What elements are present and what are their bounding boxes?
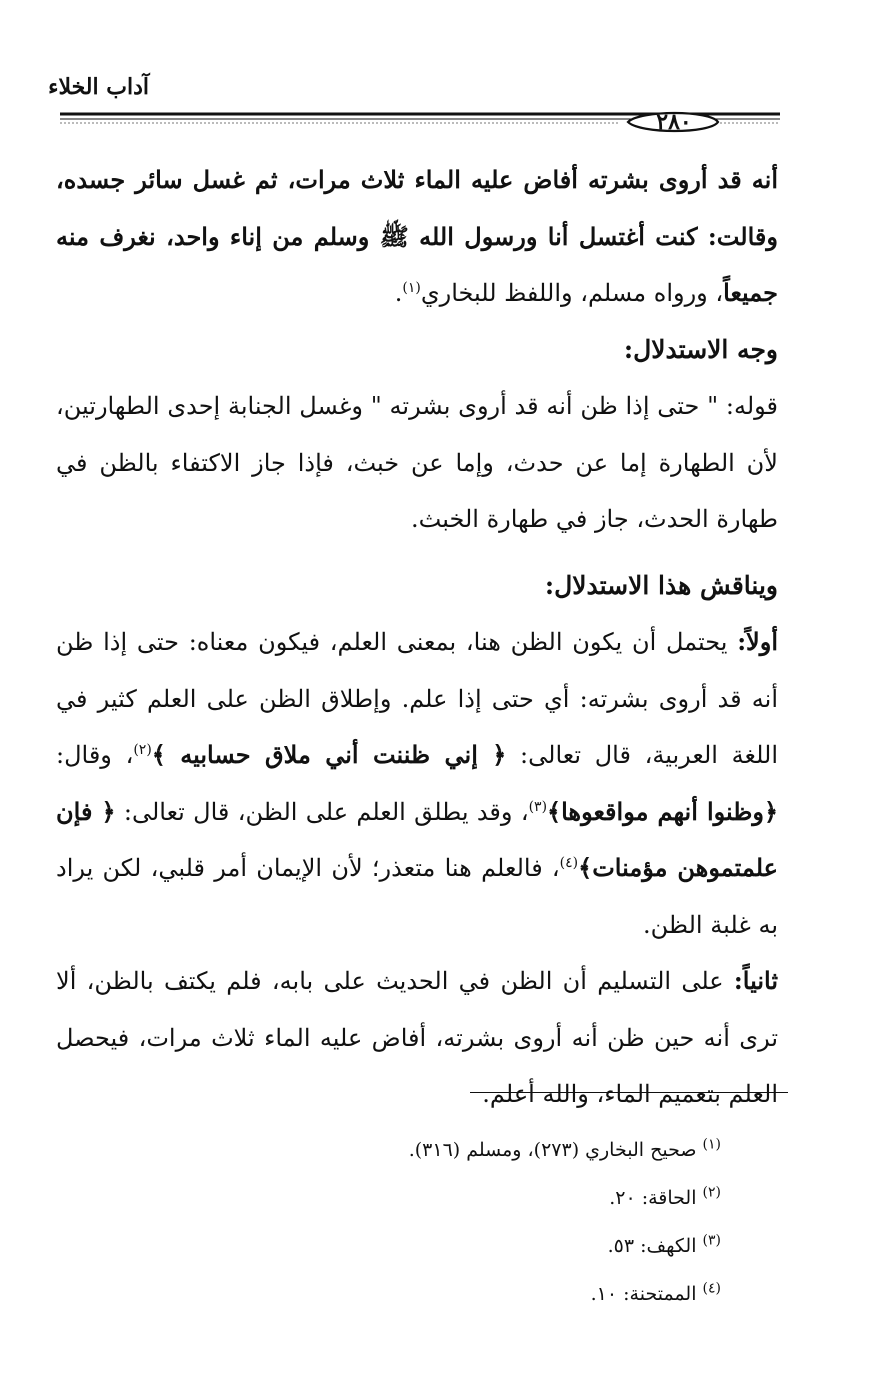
footnote-ref-1[interactable]: (١) [402,280,421,296]
footnote-3: $^{(٣)}$ الكهف: ٥٣. [607,1232,721,1257]
footnote-ref-4[interactable]: (٤) [559,855,579,871]
page-number: ٢٨٠ [656,109,692,135]
paragraph-2: قوله: " حتى إذا ظن أنه قد أروى بشرته " وغسل الجنابة إحدى الطهارتين، لأن الطهارة إما عن حدث، وإما عن خبث، فإذا جاز الاكتفاء بالظن في طهارة الحدث، جاز في طهارة الخبث. [56,392,779,533]
footnote-separator [470,1092,788,1093]
point-label-first: أولاً: [737,627,778,656]
footnote-4: $^{(٤)}$ الممتحنة: ١٠. [590,1280,721,1305]
point-label-second: ثانياً: [733,966,778,995]
running-head: آداب الخلاء [48,74,149,100]
footnote-ref-2[interactable]: (٢) [133,742,152,758]
footnote-1: $^{(١)}$ صحيح البخاري (٢٧٣)، ومسلم (٣١٦). [408,1136,721,1161]
quran-quote-2: ﴿وظنوا أنهم مواقعوها﴾ [547,796,779,826]
paragraph-4: ثانياً: على التسليم أن الظن في الحديث على بابه، فلم يكتف بالظن، ألا ترى أنه حين ظن أنه أروى بشرته، أفاض عليه الماء ثلاث مرات، فيحصل العلم بتعميم الماء، والله أعلم. [56,966,778,1108]
main-text [56,152,778,1123]
heading-discussion: ويناقش هذا الاستدلال: [544,570,778,600]
hadith-source: ، ورواه مسلم، واللفظ للبخاري [420,279,724,307]
hadith-text: أنه قد أروى بشرته أفاض عليه الماء ثلاث مرات، ثم غسل سائر جسده، وقالت: كنت أغتسل أنا ورسول الله ﷺ وسلم من إناء واحد، نغرف منه جميعاً [56,165,778,307]
footnote-2: $^{(٢)}$ الحاقة: ٢٠. [609,1184,721,1209]
footnotes [121,1126,721,1318]
paragraph-3: أولاً: يحتمل أن يكون الظن هنا، بمعنى العلم، فيكون معناه: حتى إذا ظن أنه قد أروى بشرته: أي حتى إذا علم. وإطلاق الظن على العلم كثير في اللغة العربية، قال تعالى: ﴿ إني ظننت أني ملاق حسابيه ﴾$^{(٢)}$، وقال: ﴿وظنوا أنهم مواقعوها﴾$^{(٣)}$، وقد يطلق العلم على الظن، قال تعالى: ﴿ فإن علمتموهن مؤمنات﴾$^{(٤)}$، فالعلم هنا متعذر؛ لأن الإيمان أمر قلبي، لكن يراد به غلبة الظن. [56,627,779,939]
quran-quote-3: ﴿ فإن علمتموهن مؤمنات﴾ [56,796,778,882]
quran-quote-1: ﴿ إني ظننت أني ملاق حسابيه ﴾ [151,740,507,769]
paragraph-1: أنه قد أروى بشرته أفاض عليه الماء ثلاث مرات، ثم غسل سائر جسده، وقالت: كنت أغتسل أنا ورسول الله ﷺ وسلم من إناء واحد، نغرف منه جميعاً، ورواه مسلم، واللفظ للبخاري$^{(١)}$. [56,165,778,307]
heading-evidence: وجه الاستدلال: [623,334,778,364]
footnote-ref-3[interactable]: (٣) [528,798,548,815]
